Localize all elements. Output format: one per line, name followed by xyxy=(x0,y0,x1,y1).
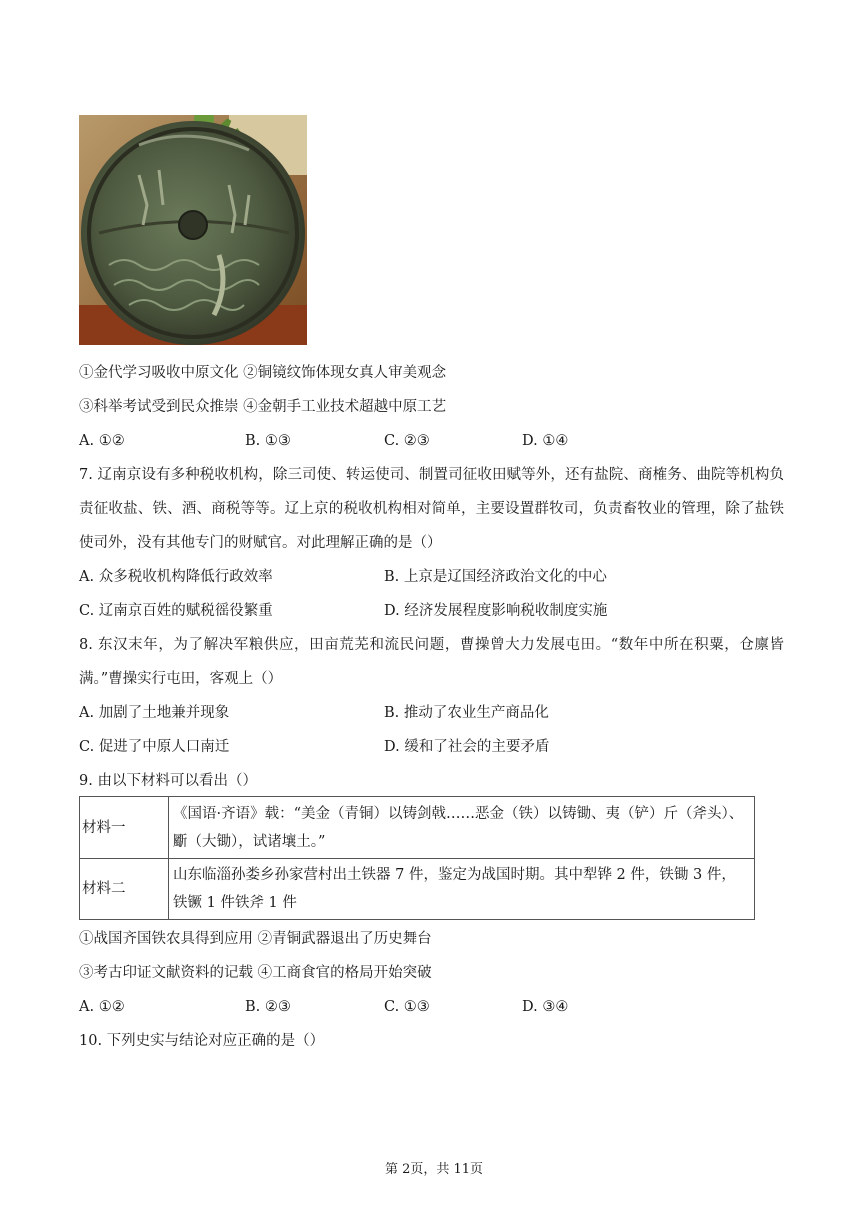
q8-stem: 8. 东汉末年，为了解决军粮供应，田亩荒芜和流民问题，曹操曾大力发展屯田。“数年中所在积粟，仓廪皆满。”曹操实行屯田，客观上（） xyxy=(79,637,784,687)
table-row xyxy=(80,797,755,859)
bronze-mirror-icon xyxy=(79,115,307,345)
q8-option-c[interactable]: C. 促进了中原人口南迁 xyxy=(79,739,230,755)
q9-stem: 9. 由以下材料可以看出（） xyxy=(79,773,257,789)
page-footer: 第 2页，共 11页 xyxy=(384,1162,484,1177)
bronze-mirror-photo xyxy=(79,115,307,345)
q8-option-a[interactable]: A. 加剧了土地兼并现象 xyxy=(79,705,230,721)
q9-option-d[interactable]: D. ③④ xyxy=(522,999,569,1015)
table-row xyxy=(80,859,755,920)
q6-option-b[interactable]: B. ①③ xyxy=(245,433,291,449)
q9-option-c[interactable]: C. ①③ xyxy=(384,999,430,1015)
q8-option-d[interactable]: D. 缓和了社会的主要矛盾 xyxy=(384,739,550,755)
q7-option-c[interactable]: C. 辽南京百姓的赋税徭役繁重 xyxy=(79,603,273,619)
q9-statements-line1: ①战国齐国铁农具得到应用 ②青铜武器退出了历史舞台 xyxy=(79,931,432,947)
q6-statements-line1: ①金代学习吸收中原文化 ②铜镜纹饰体现女真人审美观念 xyxy=(79,365,447,381)
material-text: 山东临淄孙娄乡孙家营村出土铁器 7 件，鉴定为战国时期。其中犁铧 2 件，铁锄 3 件，铁镢 1 件铁斧 1 件 xyxy=(169,859,755,920)
material-text: 《国语·齐语》载：“美金（青铜）以铸剑戟……恶金（铁）以铸锄、夷（铲）斤（斧头）、斸（大锄），试诸壤土。” xyxy=(169,797,755,859)
q7-option-b[interactable]: B. 上京是辽国经济政治文化的中心 xyxy=(384,569,607,585)
material-label: 材料二 xyxy=(80,859,169,920)
q8-option-b[interactable]: B. 推动了农业生产商品化 xyxy=(384,705,549,721)
q10-stem: 10. 下列史实与结论对应正确的是（） xyxy=(79,1033,325,1049)
q9-statements-line2: ③考古印证文献资料的记载 ④工商食官的格局开始突破 xyxy=(79,965,432,981)
q9-option-a[interactable]: A. ①② xyxy=(79,999,125,1015)
q6-statements-line2: ③科举考试受到民众推崇 ④金朝手工业技术超越中原工艺 xyxy=(79,399,447,415)
q6-option-c[interactable]: C. ②③ xyxy=(384,433,430,449)
q6-option-a[interactable]: A. ①② xyxy=(79,433,125,449)
q9-materials-table xyxy=(79,796,755,920)
q6-option-d[interactable]: D. ①④ xyxy=(522,433,569,449)
q9-option-b[interactable]: B. ②③ xyxy=(245,999,291,1015)
q7-option-a[interactable]: A. 众多税收机构降低行政效率 xyxy=(79,569,273,585)
q7-stem: 7. 辽南京设有多种税收机构，除三司使、转运使司、制置司征收田赋等外，还有盐院、商榷务、曲院等机构负责征收盐、铁、酒、商税等等。辽上京的税收机构相对简单，主要设置群牧司，负责畜牧业的管理，除了盐铁使司外，没有其他专门的财赋官。对此理解正确的是（） xyxy=(79,467,784,551)
material-label: 材料一 xyxy=(80,797,169,859)
q7-option-d[interactable]: D. 经济发展程度影响税收制度实施 xyxy=(384,603,608,619)
